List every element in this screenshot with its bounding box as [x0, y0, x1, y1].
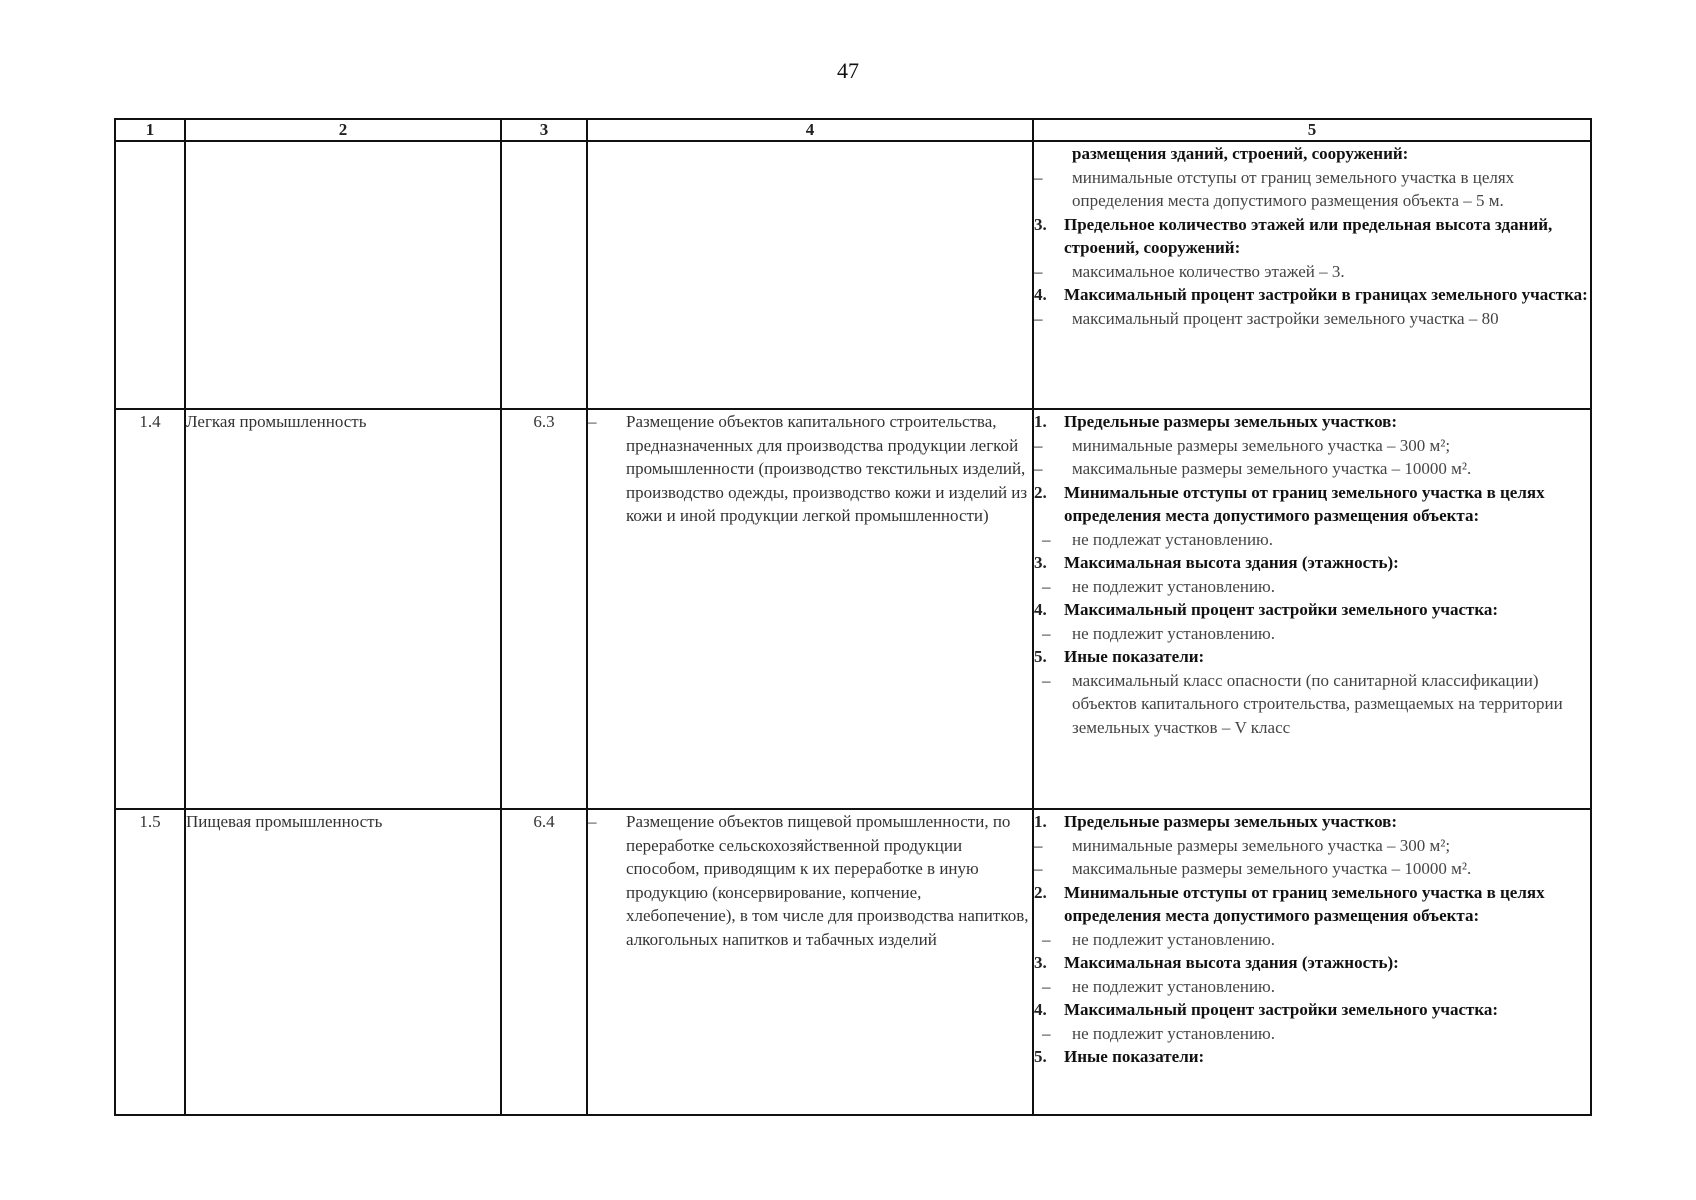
cell-number: 1.5 [115, 809, 185, 1115]
param-detail: – максимальные размеры земельного участка – 10000 м². [1034, 459, 1472, 478]
col-header-5: 5 [1033, 119, 1591, 141]
col-header-1: 1 [115, 119, 185, 141]
page-number: 47 [837, 58, 859, 83]
table-row [115, 809, 1591, 1115]
param-heading: 3. Максимальная высота здания (этажность): [1034, 553, 1399, 572]
regulations-table [114, 118, 1592, 1116]
param-detail: – не подлежат установлению. [1042, 529, 1274, 549]
param-detail: – не подлежит установлению. [1042, 623, 1276, 643]
table-row [115, 409, 1591, 809]
cell-name [185, 141, 501, 409]
cell-name: Пищевая промышленность [185, 809, 501, 1115]
col-header-2: 2 [185, 119, 501, 141]
param-heading: 3. Предельное количество этажей или предельная высота зданий, строений, сооружений: [1034, 214, 1553, 257]
col-header-3: 3 [501, 119, 587, 141]
cell-parameters [1033, 809, 1591, 1115]
cell-parameters [1033, 409, 1591, 809]
param-detail: – максимальные размеры земельного участка – 10000 м². [1034, 859, 1472, 878]
table-header-row [115, 119, 1591, 141]
param-heading: 5. Иные показатели: [1034, 647, 1205, 666]
param-heading: 5. Иные показатели: [1034, 1047, 1205, 1066]
param-detail: – минимальные размеры земельного участка – 300 м²; [1034, 835, 1451, 855]
col-header-4: 4 [587, 119, 1033, 141]
table-row [115, 141, 1591, 409]
param-detail: – максимальное количество этажей – 3. [1034, 261, 1345, 281]
param-detail: – минимальные размеры земельного участка – 300 м²; [1034, 435, 1451, 455]
param-detail: – не подлежит установлению. [1042, 1023, 1276, 1043]
cell-parameters [1033, 141, 1591, 409]
param-heading: размещения зданий, строений, сооружений: [1072, 144, 1409, 163]
cell-code [501, 141, 587, 409]
cell-code: 6.3 [501, 409, 587, 809]
param-heading: 4. Максимальный процент застройки земельного участка: [1034, 1000, 1499, 1019]
cell-number [115, 141, 185, 409]
cell-number: 1.4 [115, 409, 185, 809]
param-detail: – не подлежит установлению. [1042, 929, 1276, 949]
param-heading: 3. Максимальная высота здания (этажность): [1034, 953, 1399, 972]
param-heading: 2. Минимальные отступы от границ земельного участка в целях определения места допустимого размещения объекта: [1034, 482, 1545, 525]
cell-name: Легкая промышленность [185, 409, 501, 809]
param-detail: – не подлежит установлению. [1042, 576, 1276, 596]
param-detail: – максимальный класс опасности (по санитарной классификации) объектов капитального строительства, размещаемых на территории земельных участков – V класс [1042, 670, 1563, 737]
param-heading: 2. Минимальные отступы от границ земельного участка в целях определения места допустимого размещения объекта: [1034, 882, 1545, 925]
cell-description: – Размещение объектов пищевой промышленности, по переработке сельскохозяйственной продукции способом, приводящим к их переработке в иную продукцию (консервирование, копчение, хлебопечение), в том числе для производства напитков, алкогольных напитков и табачных изделий [587, 809, 1033, 1115]
param-detail: – максимальный процент застройки земельного участка – 80 [1034, 308, 1499, 328]
param-detail: – не подлежит установлению. [1042, 976, 1276, 996]
cell-description: – Размещение объектов капитального строительства, предназначенных для производства продукции легкой промышленности (производство текстильных изделий, производство одежды, производство кожи и изделий из кожи и иной продукции легкой промышленности) [587, 409, 1033, 809]
param-heading: 4. Максимальный процент застройки в границах земельного участка: [1034, 285, 1588, 304]
param-heading: 4. Максимальный процент застройки земельного участка: [1034, 600, 1499, 619]
param-heading: 1. Предельные размеры земельных участков: [1034, 412, 1398, 431]
cell-description [587, 141, 1033, 409]
param-detail: – минимальные отступы от границ земельного участка в целях определения места допустимого размещения объекта – 5 м. [1034, 167, 1515, 210]
param-heading: 1. Предельные размеры земельных участков: [1034, 812, 1398, 831]
cell-code: 6.4 [501, 809, 587, 1115]
